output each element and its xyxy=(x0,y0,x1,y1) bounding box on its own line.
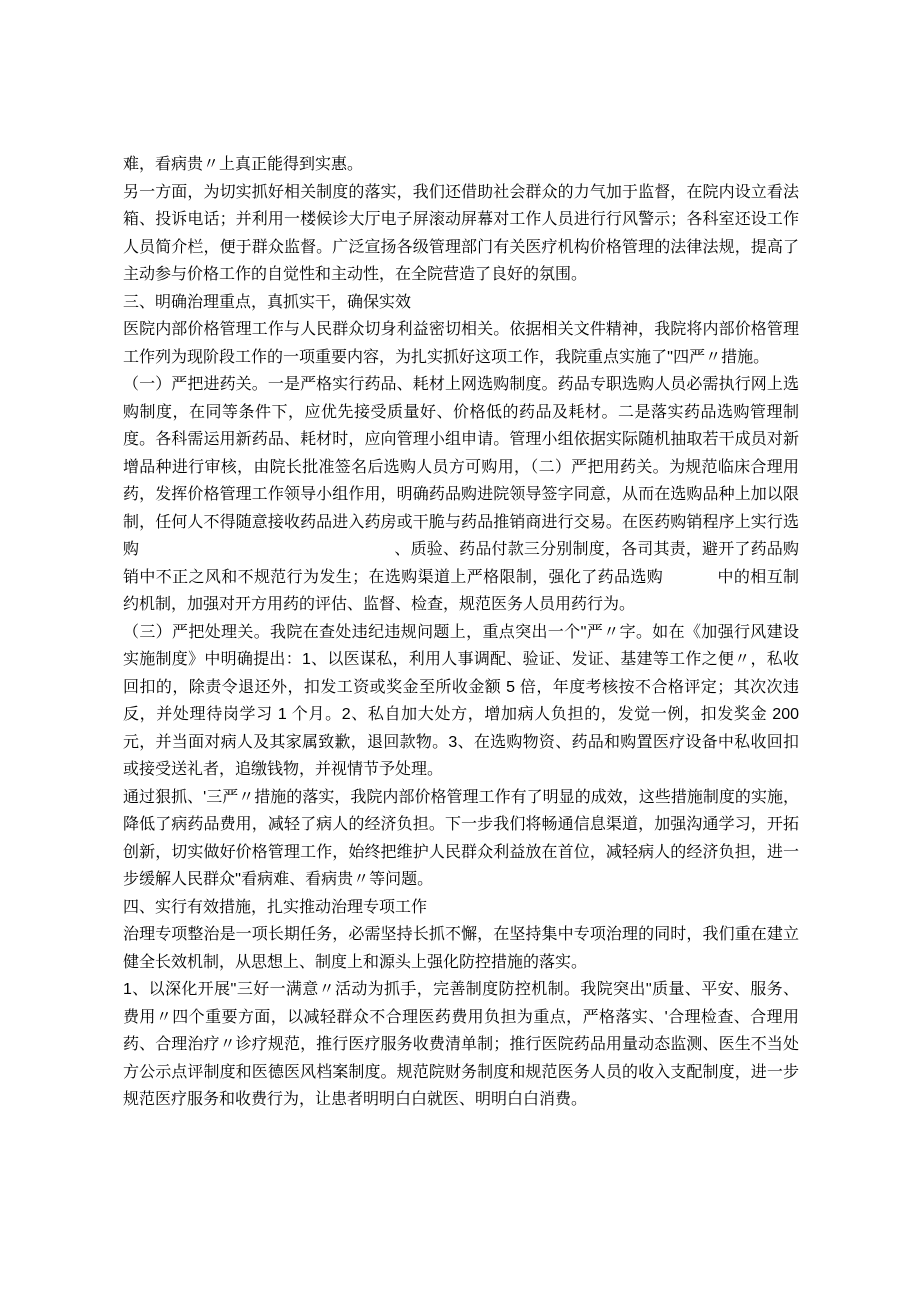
blank-redacted-gap xyxy=(663,581,717,582)
text-run: 、质验、药品付款三分别制度，各司其责，避开了药品购销中不正之风和不规范行为发生；在选购渠道上严格限制，强化了药品选购 xyxy=(123,541,799,586)
text-run: 治理专项整治是一项长期任务，必需坚持长抓不懈，在坚持集中专项治理的同时，我们重在建立健全长效机制，从思想上、制度上和源头上强化防控措施的落实。 xyxy=(123,926,799,971)
paragraph xyxy=(123,151,799,179)
paragraph xyxy=(123,921,799,976)
text-run: 通过狠抓、'三严〃措施的落实，我院内部价格管理工作有了明显的成效，这些措施制度的实施，降低了病药品费用，减轻了病人的经济负担。下一步我们将畅通信息渠道，加强沟通学习，开拓创新，切实做好价格管理工作，始终把维护人民群众利益放在首位，减轻病人的经济负担，进一步缓解人民群众''看病难、看病贵〃等问题。 xyxy=(123,788,799,888)
section-heading xyxy=(123,894,799,922)
text-run: 1、以深化开展''三好一满意〃活动为抓手，完善制度防控机制。我院突出''质量、平安、服务、费用〃四个重要方面，以减轻群众不合理医药费用负担为重点，严格落实、'合理检查、合理用药、合理治疗〃诊疗规范，推行医疗服务收费清单制；推行医院药品用量动态监测、医生不当处方公示点评制度和医德医风档案制度。规范院财务制度和规范医务人员的收入支配制度，进一步规范医疗服务和收费行为，让患者明明白白就医、明明白白消费。 xyxy=(123,981,799,1108)
paragraph xyxy=(123,316,799,371)
blank-redacted-gap xyxy=(139,553,394,554)
paragraph xyxy=(123,976,799,1114)
text-run: 四、实行有效措施，扎实推动治理专项工作 xyxy=(123,898,428,916)
document-content xyxy=(123,151,799,1114)
paragraph xyxy=(123,371,799,619)
text-run: 另一方面，为切实抓好相关制度的落实，我们还借助社会群众的力气加于监督，在院内设立看法箱、投诉电话；并利用一楼候诊大厅电子屏滚动屏幕对工作人员进行行风警示；各科室还设工作人员简介栏，便于群众监督。广泛宣扬各级管理部门有关医疗机构价格管理的法律法规，提高了主动参与价格工作的自觉性和主动性，在全院营造了良好的氛围。 xyxy=(123,183,799,283)
paragraph xyxy=(123,179,799,289)
section-heading xyxy=(123,289,799,317)
text-run: 中的相互制约机制，加强对开方用药的评估、监督、检查，规范医务人员用药行为。 xyxy=(123,568,799,613)
text-run: 三、明确治理重点，真抓实干，确保实效 xyxy=(123,293,412,311)
paragraph xyxy=(123,784,799,894)
text-run: 难，看病贵〃上真正能得到实惠。 xyxy=(123,156,364,173)
text-run: （一）严把进药关。一是严格实行药品、耗材上网选购制度。药品专职选购人员必需执行网上选购制度，在同等条件下，应优先接受质量好、价格低的药品及耗材。二是落实药品选购管理制度。各科需运用新药品、耗材时，应向管理小组申请。管理小组依据实际随机抽取若干成员对新增品种进行审核，由院长批准签名后选购人员方可购用，（二）严把用药关。为规范临床合理用药，发挥价格管理工作领导小组作用，明确药品购进院领导签字同意，从而在选购品种上加以限制，任何人不得随意接收药品进入药房或干脆与药品推销商进行交易。在医药购销程序上实行选购 xyxy=(123,376,799,558)
text-run: 医院内部价格管理工作与人民群众切身利益密切相关。依据相关文件精神，我院将内部价格管理工作列为现阶段工作的一项重要内容，为扎实抓好这项工作，我院重点实施了''四严〃措施。 xyxy=(123,321,799,366)
paragraph xyxy=(123,619,799,784)
text-run: （三）严把处理关。我院在查处违纪违规问题上，重点突出一个''严〃字。如在《加强行风建设实施制度》中明确提出：1、以医谋私，利用人事调配、验证、发证、基建等工作之便〃，私收回扣的，除责令退还外，扣发工资或奖金至所收金额 5 倍，年度考核按不合格评定；其次次违反，并处理待岗学习 1 个月。2、私自加大处方，增加病人负担的，发觉一例，扣发奖金 200 元，并当面对病人及其家属致歉，退回款物。3、在选购物资、药品和购置医疗设备中私收回扣或接受送礼者，追缴钱物，并视情节予处理。 xyxy=(123,623,799,778)
